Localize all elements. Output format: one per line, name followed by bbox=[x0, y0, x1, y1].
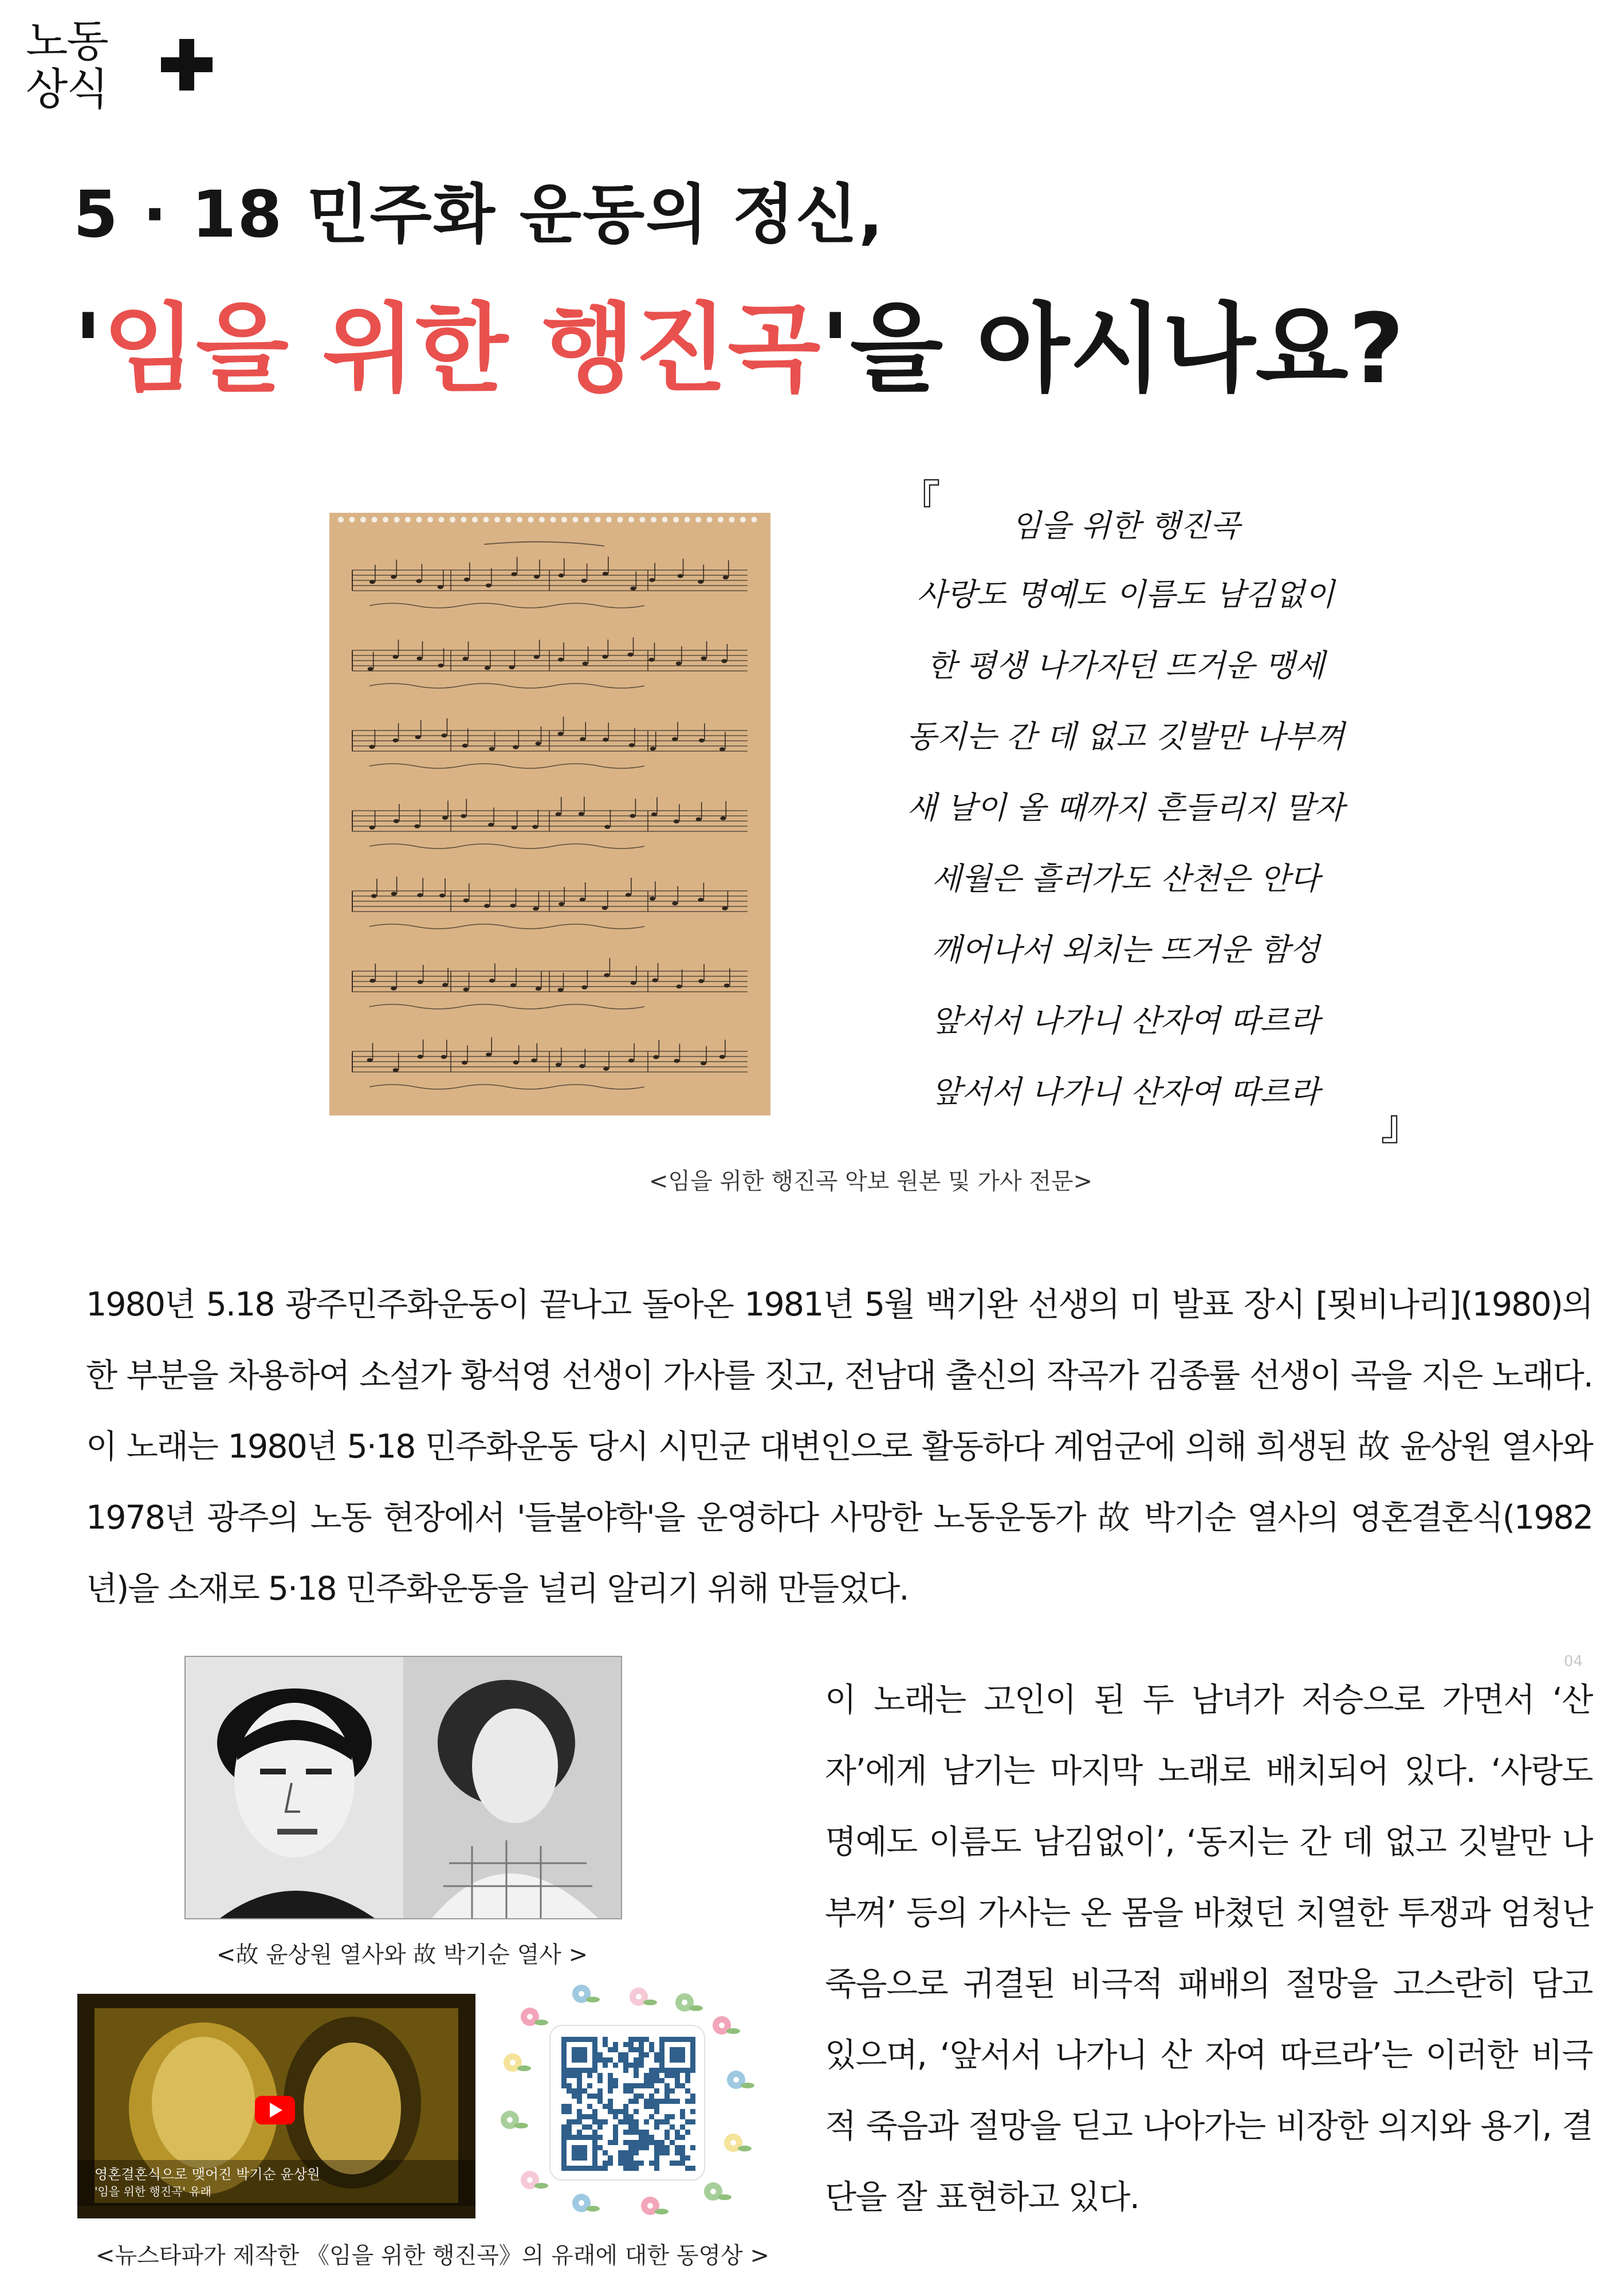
title-line-2 bbox=[73, 272, 1404, 410]
lyric-line: 세월은 흘러가도 산천은 안다 bbox=[931, 861, 1320, 897]
brand-line-1: 노동 bbox=[26, 15, 108, 66]
brand-line-2: 상식 bbox=[26, 64, 108, 115]
plus-icon-bar bbox=[161, 57, 213, 72]
qr-drawing bbox=[496, 1982, 759, 2217]
lyrics-open-bracket: 『 bbox=[898, 476, 941, 525]
lyric-line: 한 평생 나가자던 뜨거운 맹세 bbox=[926, 647, 1325, 684]
portraits-photo bbox=[184, 1656, 622, 1919]
title-highlight: 임을 위한 행진곡 bbox=[103, 293, 821, 405]
brand-logo bbox=[26, 17, 192, 126]
lyric-line: 앞서서 나가니 산자여 따르라 bbox=[931, 1003, 1320, 1039]
body-paragraph-1: 1980년 5.18 광주민주화운동이 끝나고 돌아온 1981년 5월 백기완 선생의 미 발표 장시 [묏비나리](1980)의 한 부분을 차용하여 소설가 황석영 선생이 가사를 짓고, 전남대 출신의 작곡가 김종률 선생이 곡을 지은 노래다. 이 노래는 1980년 5·18 민주화운동 당시 시민군 대변인으로 활동하다 계엄군에 의해 희생된 故 윤상원 열사와 1978년 광주의 노동 현장에서 '들불야학'을 운영하다 사망한 노동운동가 故 박기순 열사의 영혼결혼식(1982년)을 소재로 5·18 민주화운동을 널리 알리기 위해 만들었다. bbox=[86, 1286, 1592, 1608]
video-overlay-line-2: '임을 위한 행진곡' 유래 bbox=[95, 2185, 211, 2198]
title-suffix: '을 아시나요? bbox=[820, 293, 1405, 405]
portraits-drawing bbox=[186, 1657, 621, 1918]
video-caption: <뉴스타파가 제작한 《임을 위한 행진곡》의 유래에 대한 동영상 > bbox=[95, 2242, 770, 2269]
lyrics-title: 임을 위한 행진곡 bbox=[1011, 508, 1240, 544]
lyric-line: 깨어나서 외치는 뜨거운 함성 bbox=[931, 932, 1320, 968]
score-drawing bbox=[329, 513, 770, 1116]
title-line-1: 5 · 18 민주화 운동의 정신, bbox=[73, 178, 884, 252]
score-image bbox=[329, 513, 770, 1116]
video-overlay-line-1: 영혼결혼식으로 맺어진 박기순 윤상원 bbox=[95, 2166, 320, 2182]
portraits-caption: <故 윤상원 열사와 故 박기순 열사 > bbox=[216, 1942, 588, 1968]
title-quote-open: ' bbox=[73, 293, 103, 405]
lyric-line: 사랑도 명예도 이름도 남김없이 bbox=[917, 576, 1335, 612]
lyric-line: 앞서서 나가니 산자여 따르라 bbox=[931, 1074, 1320, 1110]
video-thumbnail[interactable] bbox=[77, 1994, 475, 2218]
score-caption: <임을 위한 행진곡 악보 원본 및 가사 전문> bbox=[648, 1168, 1093, 1195]
lyrics-close-bracket: 』 bbox=[1381, 1101, 1423, 1150]
video-overlay-text bbox=[95, 2166, 320, 2200]
qr-code[interactable] bbox=[496, 1982, 759, 2217]
page-number: 04 bbox=[1564, 1653, 1583, 1670]
lyric-line: 동지는 간 데 없고 깃발만 나부껴 bbox=[907, 718, 1344, 755]
lyric-line: 새 날이 올 때까지 흔들리지 말자 bbox=[907, 790, 1344, 826]
body-paragraph-2: 이 노래는 고인이 된 두 남녀가 저승으로 가면서 ‘산자’에게 남기는 마지막 노래로 배치되어 있다. ‘사랑도 명예도 이름도 남김없이’, ‘동지는 간 데 없고 깃발만 나부껴’ 등의 가사는 온 몸을 바쳤던 치열한 투쟁과 엄청난 죽음으로 귀결된 비극적 패배의 절망을 고스란히 담고 있으며, ‘앞서서 나가니 산 자여 따르라’는 이러한 비극적 죽음과 절망을 딛고 나아가는 비장한 의지와 용기, 결단을 잘 표현하고 있다. bbox=[825, 1681, 1592, 2216]
